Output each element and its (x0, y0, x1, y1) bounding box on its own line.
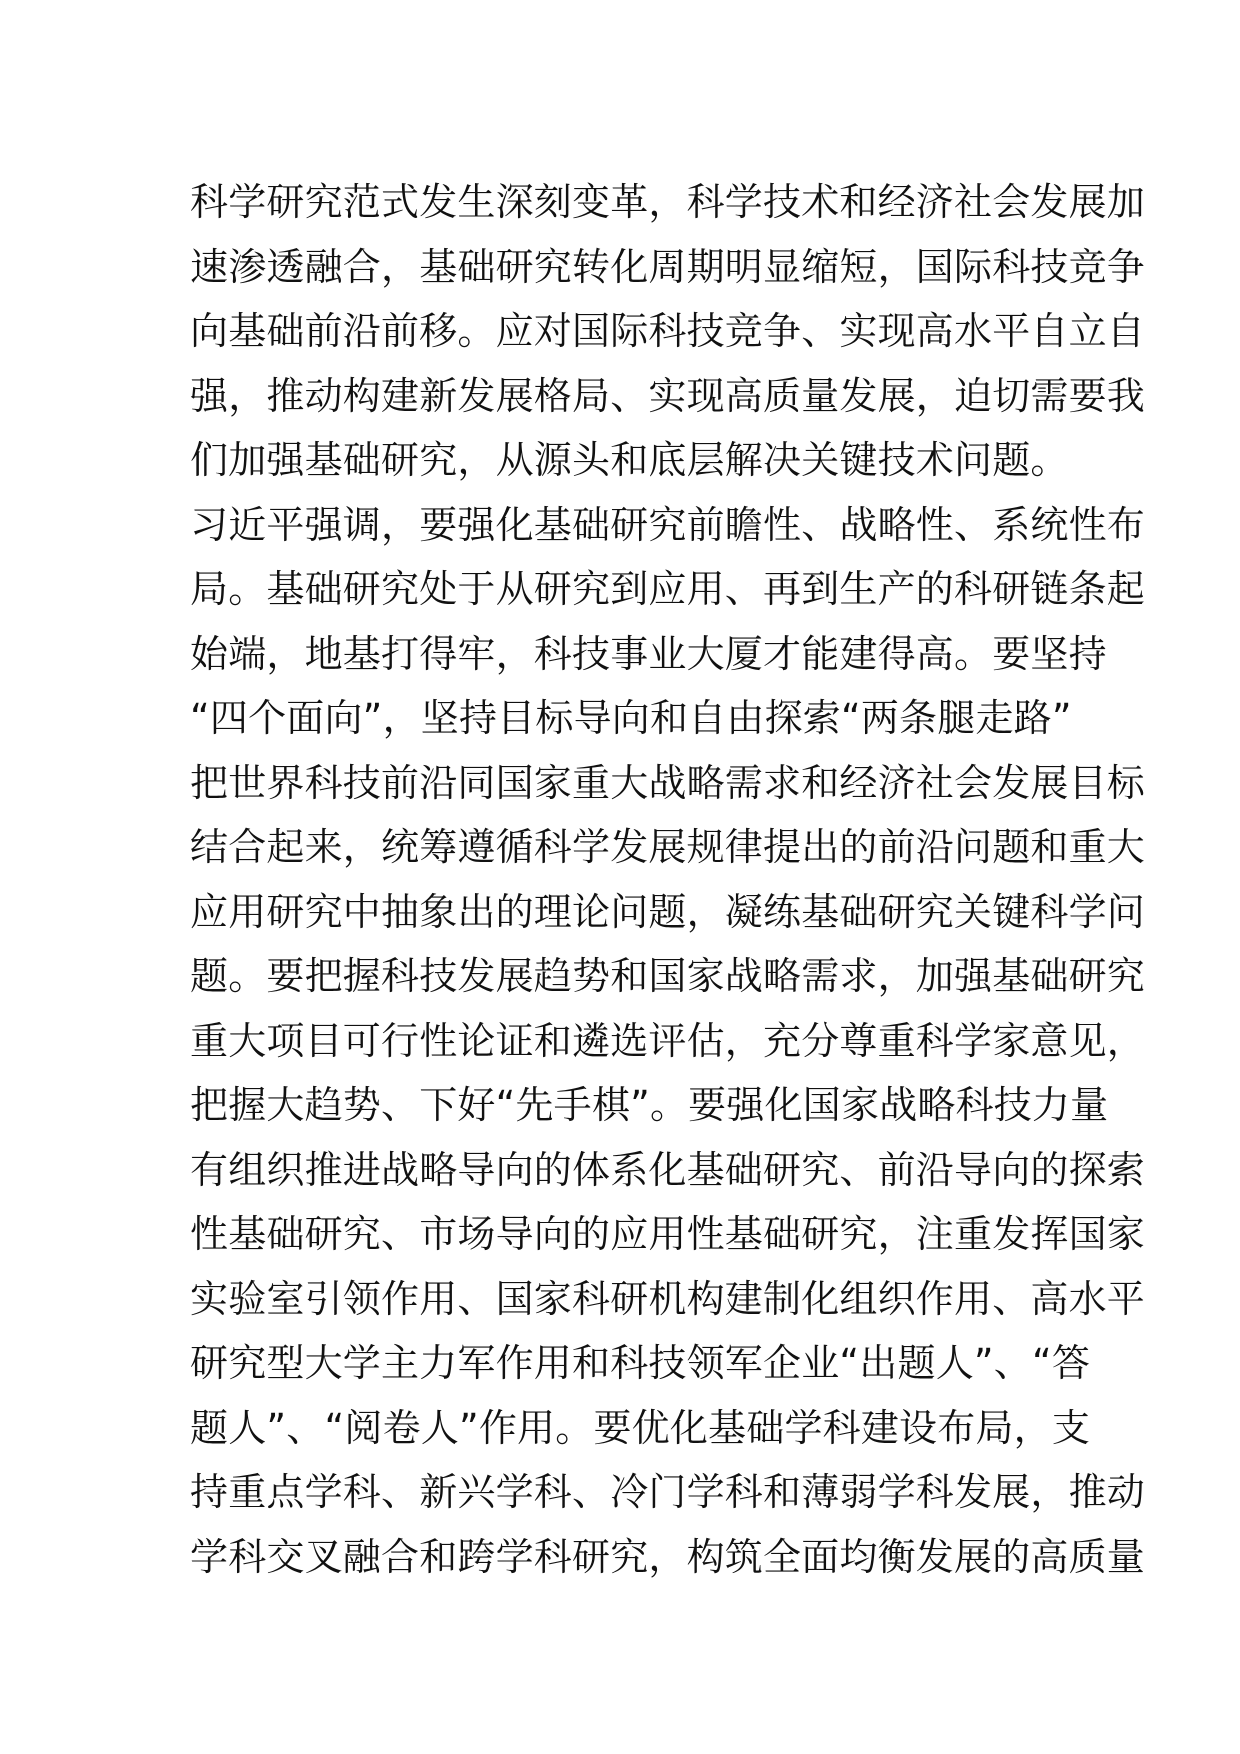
text-line: 结合起来，统筹遵循科学发展规律提出的前沿问题和重大 (190, 825, 1146, 869)
text-line: 性基础研究、市场导向的应用性基础研究，注重发挥国家 (190, 1212, 1146, 1256)
text-line: 持重点学科、新兴学科、冷门学科和薄弱学科发展，推动 (190, 1470, 1146, 1514)
text-line: 题人”、“阅卷人”作用。要优化基础学科建设布局，支 (190, 1405, 1091, 1450)
text-line: 局。基础研究处于从研究到应用、再到生产的科研链条起 (190, 567, 1146, 611)
text-line: 习近平强调，要强化基础研究前瞻性、战略性、系统性布 (190, 502, 1146, 547)
text-line: 速渗透融合，基础研究转化周期明显缩短，国际科技竞争 (190, 244, 1146, 289)
text-line: 应用研究中抽象出的理论问题，凝练基础研究关键科学问 (190, 889, 1146, 934)
text-line: 把世界科技前沿同国家重大战略需求和经济社会发展目标 (190, 760, 1146, 805)
text-line: 实验室引领作用、国家科研机构建制化组织作用、高水平 (190, 1276, 1146, 1321)
body-text (190, 170, 1146, 1589)
text-line: 向基础前沿前移。应对国际科技竞争、实现高水平自立自 (190, 309, 1146, 353)
text-line: 重大项目可行性论证和遴选评估，充分尊重科学家意见， (190, 1018, 1146, 1063)
text-line: 们加强基础研究，从源头和底层解决关键技术问题。 (190, 438, 1069, 482)
text-line: “四个面向”，坚持目标导向和自由探索“两条腿走路” (190, 696, 1072, 740)
text-line: 把握大趋势、下好“先手棋”。要强化国家战略科技力量 (190, 1083, 1109, 1127)
text-line: 学科交叉融合和跨学科研究，构筑全面均衡发展的高质量 (190, 1534, 1146, 1579)
text-line: 始端，地基打得牢，科技事业大厦才能建得高。要坚持 (190, 631, 1107, 676)
text-line: 题。要把握科技发展趋势和国家战略需求，加强基础研究 (190, 954, 1146, 998)
text-line: 强，推动构建新发展格局、实现高质量发展，迫切需要我 (190, 373, 1146, 418)
text-line: 有组织推进战略导向的体系化基础研究、前沿导向的探索 (190, 1147, 1146, 1192)
text-line: 研究型大学主力军作用和科技领军企业“出题人”、“答 (190, 1341, 1091, 1385)
text-line: 科学研究范式发生深刻变革，科学技术和经济社会发展加 (190, 180, 1146, 224)
